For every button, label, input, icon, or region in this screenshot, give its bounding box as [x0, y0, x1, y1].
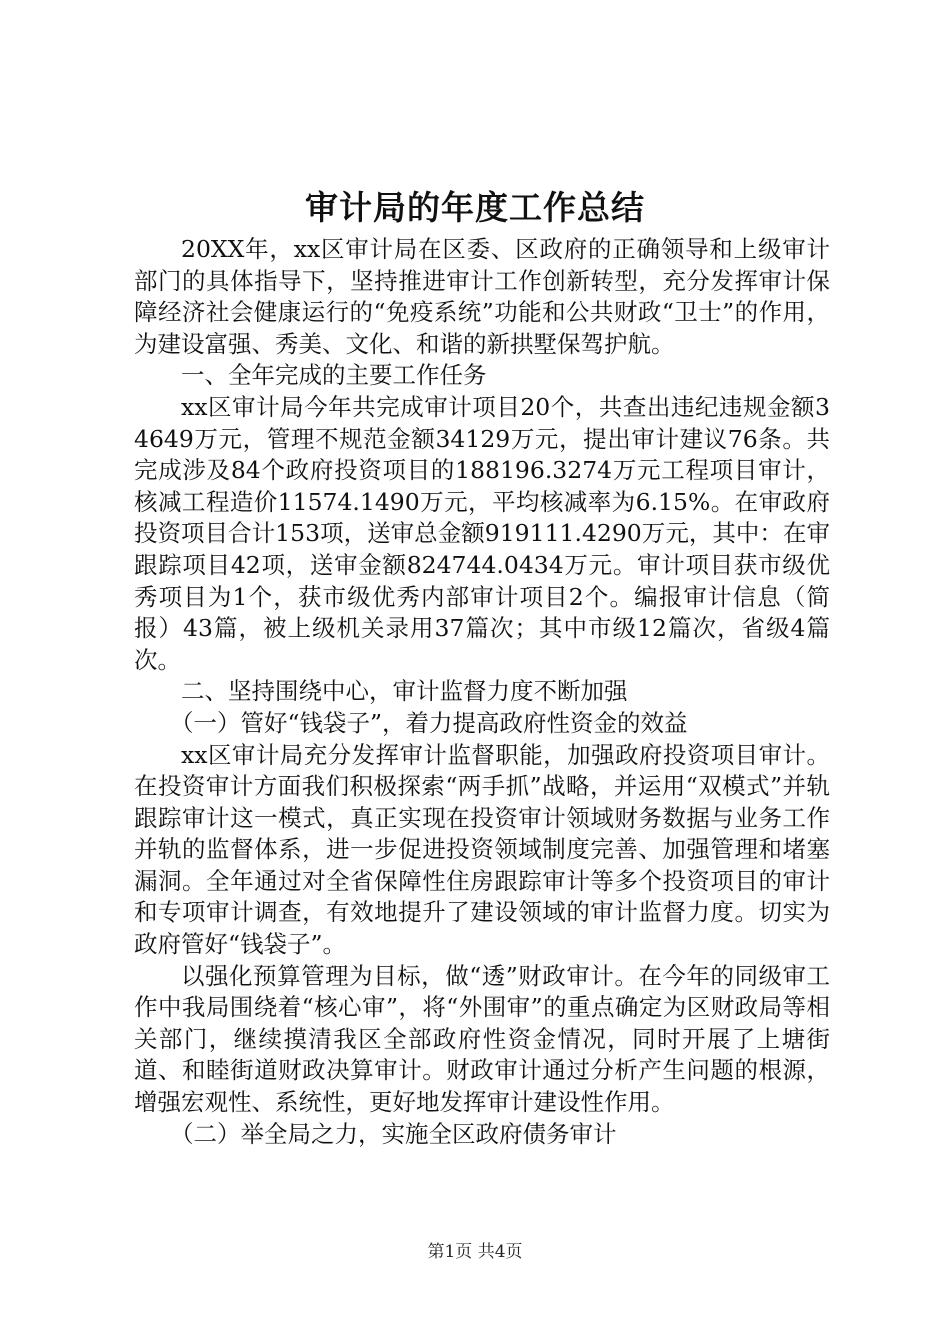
budget-audit-paragraph: 以强化预算管理为目标，做“透”财政审计。在今年的同级审工作中我局围绕着“核心审”，将“外围审”的重点确定为区财政局等相关部门，继续摸清我区全部政府性资金情况，同时开展了上塘街道、和睦街道财政决算审计。财政审计通过分析产生问题的根源，增强宏观性、系统性，更好地发挥审计建设性作用。	[134, 961, 830, 1117]
subsection-heading-1: （一）管好“钱袋子”，着力提高政府性资金的效益	[170, 708, 688, 737]
subsection-heading-2: （二）举全局之力，实施全区政府债务审计	[170, 1119, 617, 1148]
summary-paragraph: xx区审计局今年共完成审计项目20个，共查出违纪违规金额34649万元，管理不规范金额34129万元，提出审计建议76条。共完成涉及84个政府投资项目的188196.3274万元工程项目审计，核减工程造价11574.1490万元，平均核减率为6.15%。在审政府投资项目合计153项，送审总金额919111.4290万元，其中：在审跟踪项目42项，送审金额824744.0434万元。审计项目获市级优秀项目为1个，获市级优秀内部审计项目2个。编报审计信息（简报）43篇，被上级机关录用37篇次；其中市级12篇次，省级4篇次。	[134, 392, 830, 674]
section-heading-2: 二、坚持围绕中心，审计监督力度不断加强	[181, 677, 628, 706]
page-footer: 第1页 共4页	[427, 1242, 523, 1262]
section-heading-1: 一、全年完成的主要工作任务	[181, 361, 487, 390]
investment-audit-paragraph: xx区审计局充分发挥审计监督职能，加强政府投资项目审计。在投资审计方面我们积极探索“两手抓”战略，并运用“双模式”并轨跟踪审计这一模式，真正实现在投资审计领域财务数据与业务工作并轨的监督体系，进一步促进投资领域制度完善、加强管理和堵塞漏洞。全年通过对全省保障性住房跟踪审计等多个投资项目的审计和专项审计调查，有效地提升了建设领域的审计监督力度。切实为政府管好“钱袋子”。	[134, 740, 830, 959]
document-title: 审计局的年度工作总结	[305, 188, 645, 227]
intro-paragraph: 20XX年，xx区审计局在区委、区政府的正确领导和上级审计部门的具体指导下，坚持推进审计工作创新转型，充分发挥审计保障经济社会健康运行的“免疫系统”功能和公共财政“卫士”的作用，为建设富强、秀美、文化、和谐的新拱墅保驾护航。	[134, 235, 830, 358]
document-body	[134, 234, 830, 1150]
